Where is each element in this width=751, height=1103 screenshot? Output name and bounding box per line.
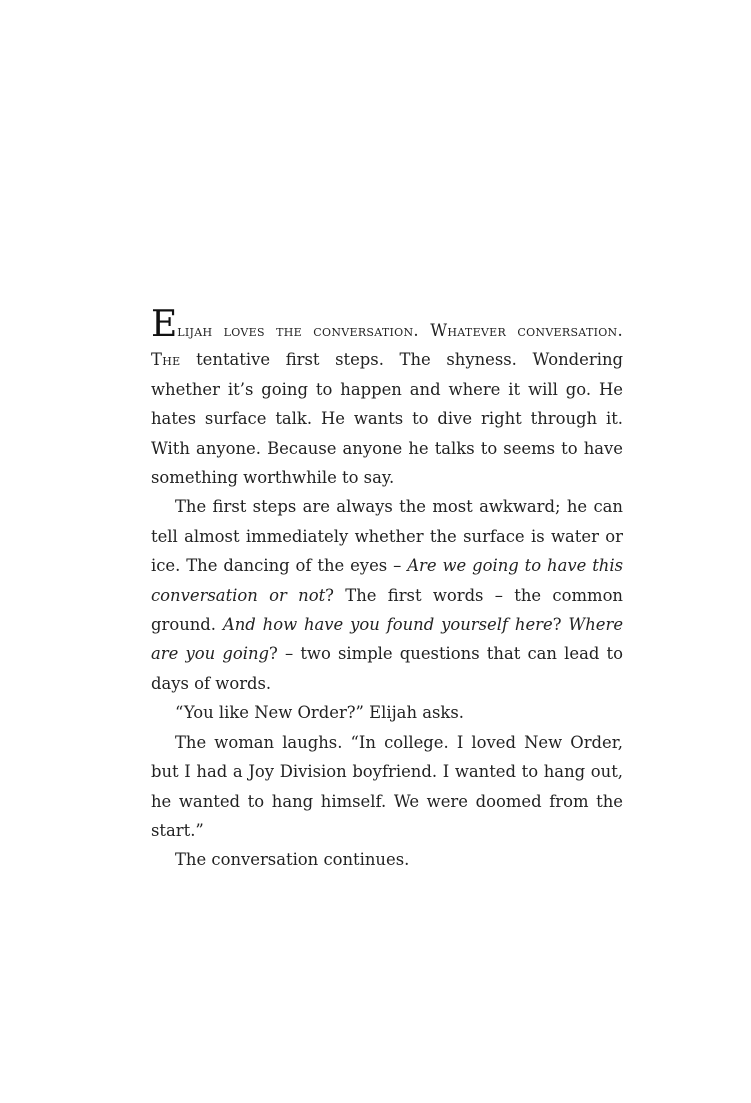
paragraph-first-steps: [151, 492, 623, 698]
opening-paragraph: [151, 304, 623, 492]
para2-italic-2: And how have you found yourself here: [222, 615, 553, 635]
paragraph-woman-laughs: The woman laughs. “In college. I loved New Order, but I had a Joy Division boyfriend. I wanted to hang out, he wanted to hang himself. We were doomed from the start.”: [151, 732, 623, 840]
paragraph-conversation-continues: The conversation continues.: [175, 850, 410, 870]
para2-text-1: The first steps are always the most awkward; he can tell almost immediately whether the surface is water or ice. The dancing of the eyes –: [151, 497, 623, 576]
para2-italic-3: Where are you going: [151, 615, 624, 664]
para2-italic-1: Are we going to have this conversation or not: [151, 556, 623, 605]
drop-cap: E: [151, 304, 178, 345]
story-text: [151, 304, 624, 875]
para2-text-2: ? The first words – the common ground.: [151, 585, 623, 635]
para2-text-3: ?: [552, 615, 569, 635]
paragraph-new-order-question: “You like New Order?” Elijah asks.: [175, 703, 464, 723]
opening-smallcaps: lijah loves the conversation. Whatever conversation. The: [151, 321, 623, 370]
opening-text: tentative first steps. The shyness. Wondering whether it’s going to happen and where it will go. He hates surface talk. He wants to dive right through it. With anyone. Because anyone he talks to seems to have something worthwhile to say.: [151, 350, 623, 488]
para2-text-4: ? – two simple questions that can lead to days of words.: [151, 644, 623, 693]
